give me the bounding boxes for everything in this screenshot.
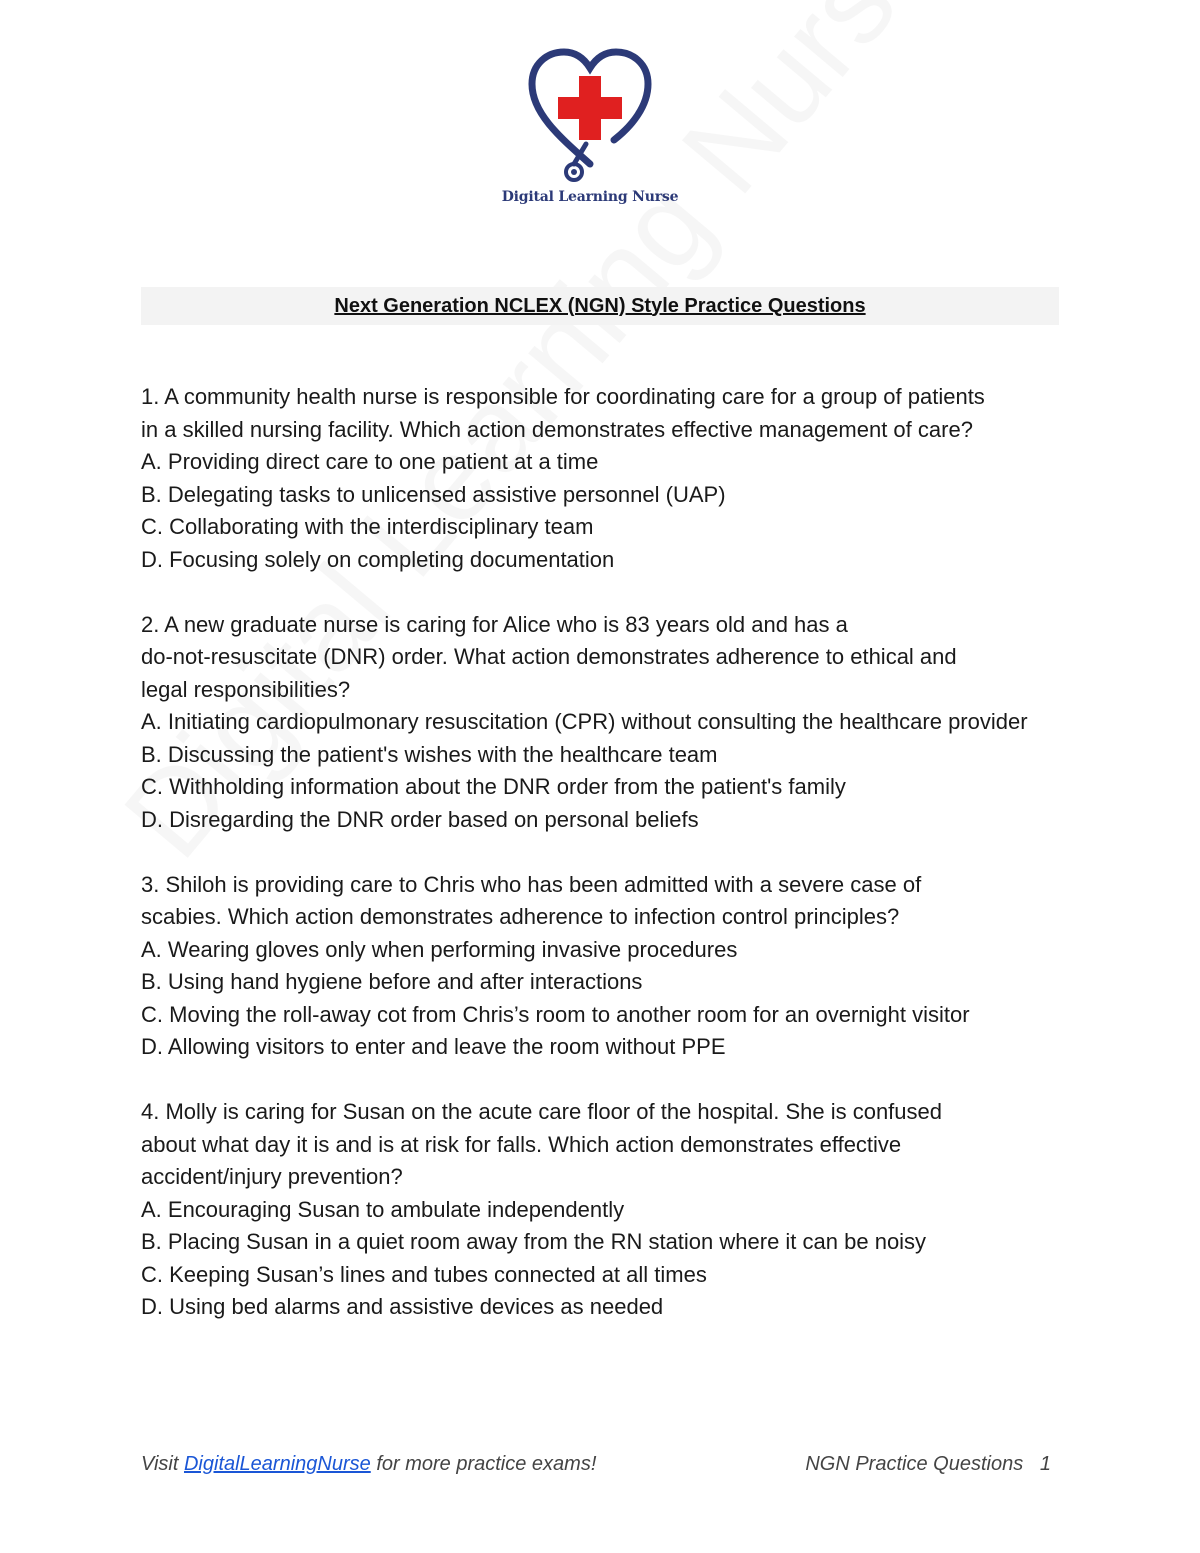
answer-option: C. Withholding information about the DNR order from the patient's family: [141, 774, 846, 799]
question-1: [141, 381, 1071, 576]
question-stem-line: accident/injury prevention?: [141, 1164, 403, 1189]
question-stem-line: legal responsibilities?: [141, 676, 351, 702]
answer-option: C. Keeping Susan’s lines and tubes connected at all times: [141, 1261, 707, 1287]
answer-option: A. Providing direct care to one patient at a time: [141, 449, 599, 474]
answer-option: C. Moving the roll-away cot from Chris’s room to another room for an overnight visitor: [141, 1001, 970, 1027]
question-stem-line: scabies. Which action demonstrates adherence to infection control principles?: [141, 904, 900, 929]
question-stem-line: do-not-resuscitate (DNR) order. What action demonstrates adherence to ethical and: [141, 644, 957, 669]
question-3: [141, 869, 1071, 1064]
question-stem-line: in a skilled nursing facility. Which action demonstrates effective management of care?: [141, 416, 973, 442]
digital-learning-nurse-link[interactable]: DigitalLearningNurse: [183, 1453, 371, 1475]
footer-page-info: [805, 1453, 1051, 1476]
logo-text: Digital Learning Nurse: [501, 189, 679, 205]
question-stem-line: 4. Molly is caring for Susan on the acute care floor of the hospital. She is confused: [141, 1099, 943, 1124]
answer-option: C. Collaborating with the interdisciplinary team: [141, 514, 594, 539]
answer-option: D. Disregarding the DNR order based on personal beliefs: [141, 806, 699, 832]
answer-option: D. Using bed alarms and assistive devices as needed: [141, 1294, 664, 1319]
answer-option: A. Initiating cardiopulmonary resuscitation (CPR) without consulting the healthcare provider: [141, 709, 1028, 734]
answer-option: A. Wearing gloves only when performing invasive procedures: [141, 936, 738, 962]
answer-option: B. Delegating tasks to unlicensed assistive personnel (UAP): [141, 481, 726, 507]
answer-option: B. Placing Susan in a quiet room away from the RN station where it can be noisy: [141, 1229, 927, 1254]
answer-option: D. Focusing solely on completing documentation: [141, 546, 615, 572]
page-title: Next Generation NCLEX (NGN) Style Practice Questions: [334, 294, 866, 317]
answer-option: A. Encouraging Susan to ambulate independently: [141, 1196, 625, 1222]
footer-page-label: NGN Practice Questions: [805, 1453, 1024, 1475]
answer-option: B. Using hand hygiene before and after interactions: [141, 969, 643, 994]
footer-prefix: Visit: [141, 1453, 184, 1475]
answer-option: D. Allowing visitors to enter and leave the room without PPE: [141, 1034, 726, 1059]
brand-logo: [500, 44, 680, 214]
question-list: [141, 381, 1071, 1356]
question-stem-line: about what day it is and is at risk for falls. Which action demonstrates effective: [141, 1131, 902, 1157]
footer-promo: [141, 1453, 596, 1476]
question-stem-line: 2. A new graduate nurse is caring for Alice who is 83 years old and has a: [141, 611, 848, 637]
page-number: 1: [1039, 1453, 1051, 1475]
title-bar: [141, 287, 1059, 325]
question-stem-line: 1. A community health nurse is responsible for coordinating care for a group of patients: [141, 384, 985, 409]
footer-suffix: for more practice exams!: [370, 1453, 597, 1475]
question-stem-line: 3. Shiloh is providing care to Chris who has been admitted with a severe case of: [141, 871, 922, 897]
question-4: [141, 1096, 1071, 1324]
answer-option: B. Discussing the patient's wishes with the healthcare team: [141, 741, 718, 767]
question-2: [141, 609, 1071, 837]
heart-stethoscope-icon: [522, 44, 658, 184]
